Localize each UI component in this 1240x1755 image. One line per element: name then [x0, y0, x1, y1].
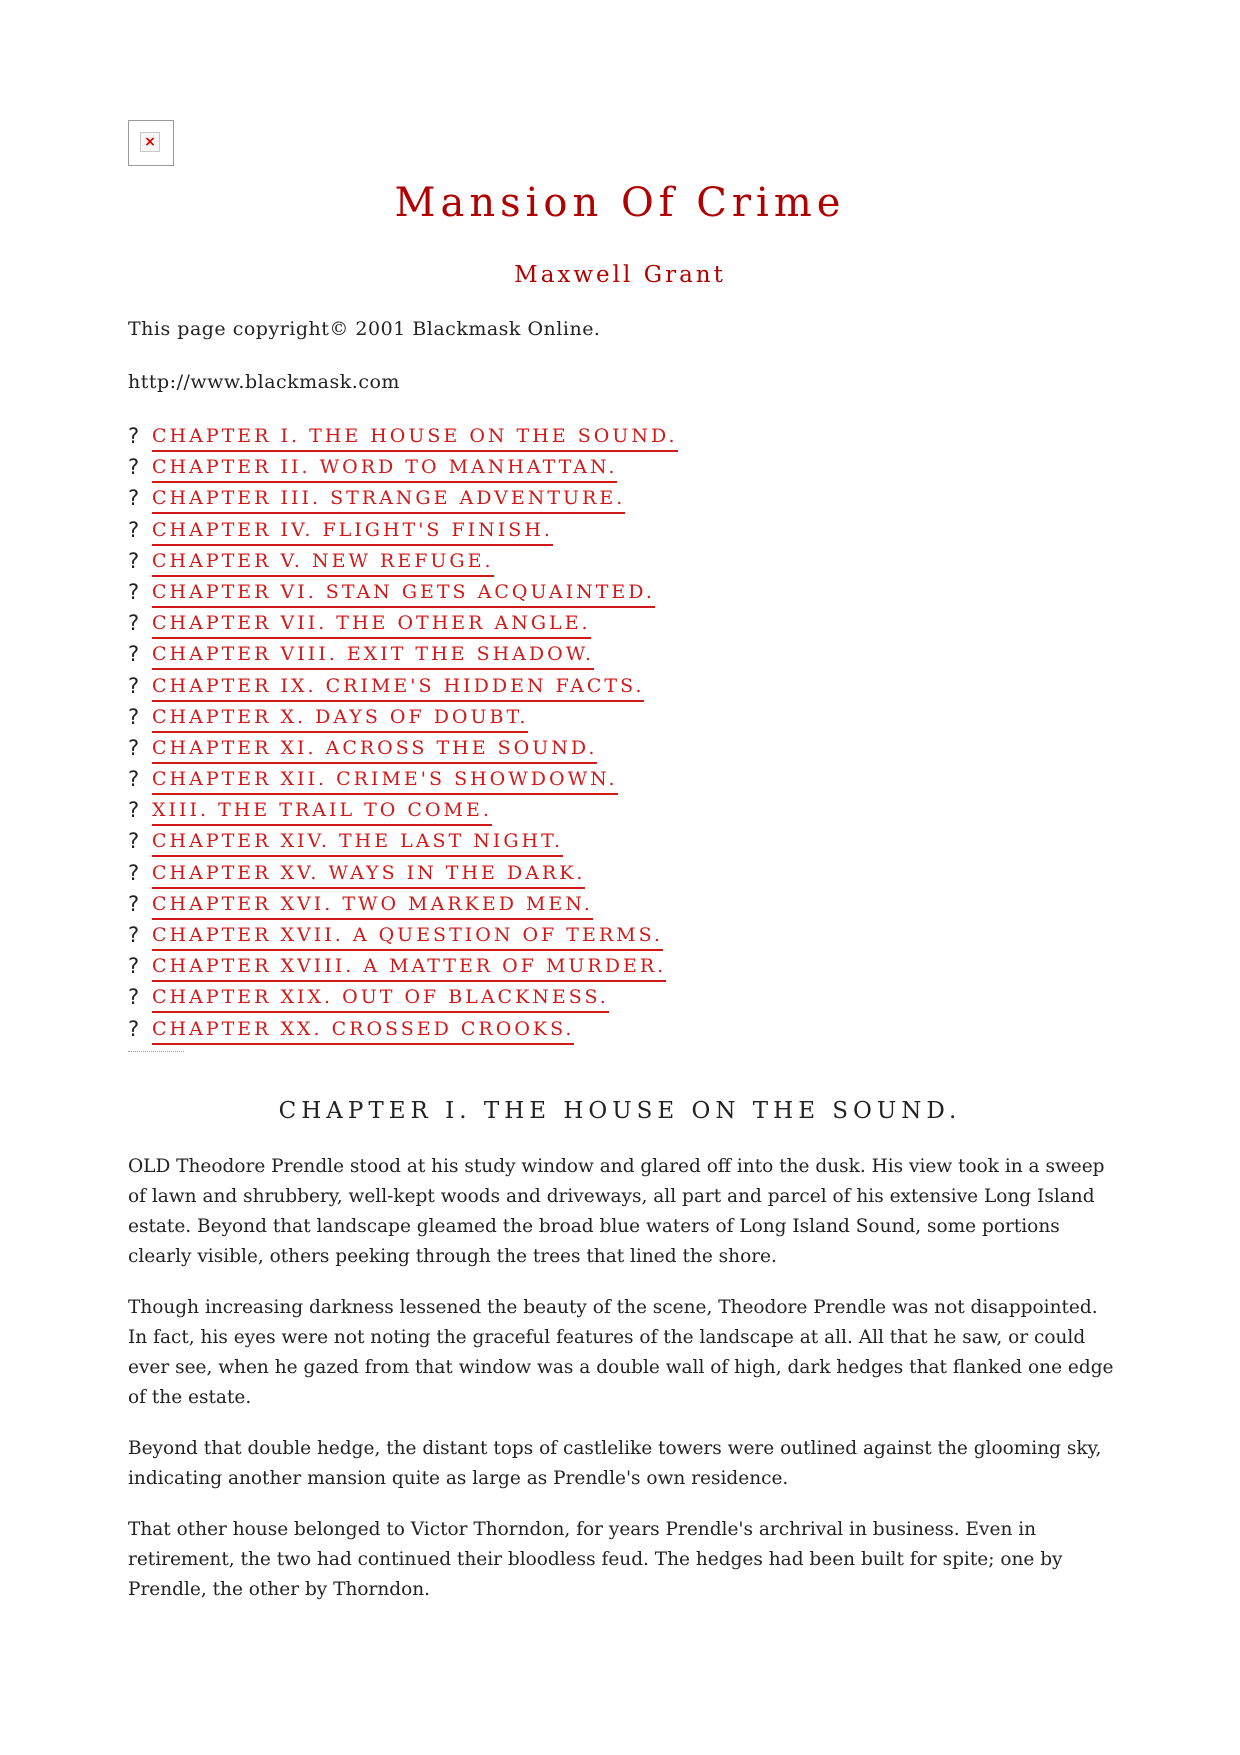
toc-bullet: ?	[128, 424, 140, 448]
toc-bullet: ?	[128, 517, 140, 542]
toc-item	[128, 766, 678, 797]
toc-link-chapter-13[interactable]: XIII. THE TRAIL TO COME.	[152, 797, 492, 826]
book-title: Mansion Of Crime	[394, 180, 846, 226]
toc-item	[128, 673, 678, 704]
paragraph: Beyond that double hedge, the distant tops of castlelike towers were outlined against the glooming sky, indicating another mansion quite as large as Prendle's own residence.	[128, 1438, 1102, 1489]
toc-item	[128, 548, 678, 579]
toc-item	[128, 704, 678, 735]
toc-bullet: ?	[128, 579, 140, 604]
toc-link-chapter-17[interactable]: CHAPTER XVII. A QUESTION OF TERMS.	[152, 922, 663, 951]
toc-link-chapter-2[interactable]: CHAPTER II. WORD TO MANHATTAN.	[152, 454, 617, 483]
toc-link-chapter-4[interactable]: CHAPTER IV. FLIGHT'S FINISH.	[152, 517, 553, 546]
toc-bullet: ?	[128, 923, 140, 947]
toc-link-chapter-5[interactable]: CHAPTER V. NEW REFUGE.	[152, 548, 494, 577]
toc-bullet: ?	[128, 486, 140, 511]
paragraph: That other house belonged to Victor Thorndon, for years Prendle's archrival in business. Even in retirement, the two had continued their bloodless feud. The hedges had been built for spite; one by Prendle, the other by Thorndon.	[128, 1519, 1063, 1600]
toc-link-chapter-15[interactable]: CHAPTER XV. WAYS IN THE DARK.	[152, 860, 585, 889]
chapter-heading: CHAPTER I. THE HOUSE ON THE SOUND.	[278, 1098, 962, 1124]
paragraph: OLD Theodore Prendle stood at his study window and glared off into the dusk. His view took in a sweep of lawn and shrubbery, well-kept woods and driveways, all part and parcel of his extensive Long Island estate. Beyond that landscape gleamed the broad blue waters of Long Island Sound, some portions clearly visible, others peeking through the trees that lined the shore.	[128, 1156, 1105, 1267]
toc-item	[128, 922, 678, 953]
toc-bullet: ?	[128, 455, 140, 480]
toc-bullet: ?	[128, 829, 140, 854]
author-name: Maxwell Grant	[514, 262, 726, 288]
toc-item	[128, 891, 678, 922]
toc-item	[128, 610, 678, 641]
broken-image-icon	[128, 120, 174, 166]
toc-bullet: ?	[128, 891, 140, 916]
toc-link-chapter-8[interactable]: CHAPTER VIII. EXIT THE SHADOW.	[152, 641, 594, 670]
toc-link-chapter-10[interactable]: CHAPTER X. DAYS OF DOUBT.	[152, 704, 528, 733]
toc-link-chapter-12[interactable]: CHAPTER XII. CRIME'S SHOWDOWN.	[152, 766, 618, 795]
toc-item	[128, 797, 678, 828]
toc-bullet: ?	[128, 860, 140, 885]
toc-link-chapter-1[interactable]: CHAPTER I. THE HOUSE ON THE SOUND.	[152, 423, 678, 452]
chapter-body	[128, 1152, 1118, 1626]
toc-bullet: ?	[128, 548, 140, 573]
toc-bullet: ?	[128, 985, 140, 1010]
toc-link-chapter-14[interactable]: CHAPTER XIV. THE LAST NIGHT.	[152, 828, 563, 857]
close-icon: ×	[144, 134, 156, 150]
toc-item	[128, 860, 678, 891]
toc-item	[128, 641, 678, 672]
toc-bullet: ?	[128, 798, 140, 823]
toc-link-chapter-20[interactable]: CHAPTER XX. CROSSED CROOKS.	[152, 1016, 574, 1045]
toc-item	[128, 1016, 678, 1047]
toc-link-chapter-19[interactable]: CHAPTER XIX. OUT OF BLACKNESS.	[152, 984, 609, 1013]
toc-bullet: ?	[128, 642, 140, 667]
toc-item	[128, 828, 678, 859]
toc-item	[128, 485, 678, 516]
toc-item	[128, 984, 678, 1015]
toc-link-chapter-7[interactable]: CHAPTER VII. THE OTHER ANGLE.	[152, 610, 591, 639]
copyright-notice: This page copyright© 2001 Blackmask Online.	[128, 318, 601, 340]
toc-link-chapter-6[interactable]: CHAPTER VI. STAN GETS ACQUAINTED.	[152, 579, 655, 608]
table-of-contents	[128, 423, 678, 1047]
divider	[128, 1051, 184, 1054]
toc-link-chapter-11[interactable]: CHAPTER XI. ACROSS THE SOUND.	[152, 735, 597, 764]
toc-link-chapter-9[interactable]: CHAPTER IX. CRIME'S HIDDEN FACTS.	[152, 673, 644, 702]
toc-bullet: ?	[128, 1016, 140, 1041]
toc-item	[128, 953, 678, 984]
paragraph: Though increasing darkness lessened the beauty of the scene, Theodore Prendle was not disappointed. In fact, his eyes were not noting the graceful features of the landscape at all. All that he saw, or could ever see, when he gazed from that window was a double wall of high, dark hedges that flanked one edge of the estate.	[128, 1297, 1114, 1408]
toc-bullet: ?	[128, 767, 140, 792]
site-url: http://www.blackmask.com	[128, 371, 400, 393]
toc-bullet: ?	[128, 704, 140, 729]
toc-bullet: ?	[128, 611, 140, 636]
toc-item	[128, 735, 678, 766]
toc-item	[128, 579, 678, 610]
toc-link-chapter-3[interactable]: CHAPTER III. STRANGE ADVENTURE.	[152, 485, 625, 514]
image-placeholder	[140, 132, 160, 152]
toc-link-chapter-16[interactable]: CHAPTER XVI. TWO MARKED MEN.	[152, 891, 593, 920]
toc-bullet: ?	[128, 735, 140, 760]
toc-item	[128, 454, 678, 485]
toc-bullet: ?	[128, 954, 140, 979]
toc-link-chapter-18[interactable]: CHAPTER XVIII. A MATTER OF MURDER.	[152, 953, 666, 982]
toc-bullet: ?	[128, 673, 140, 698]
toc-item	[128, 423, 678, 454]
toc-item	[128, 517, 678, 548]
